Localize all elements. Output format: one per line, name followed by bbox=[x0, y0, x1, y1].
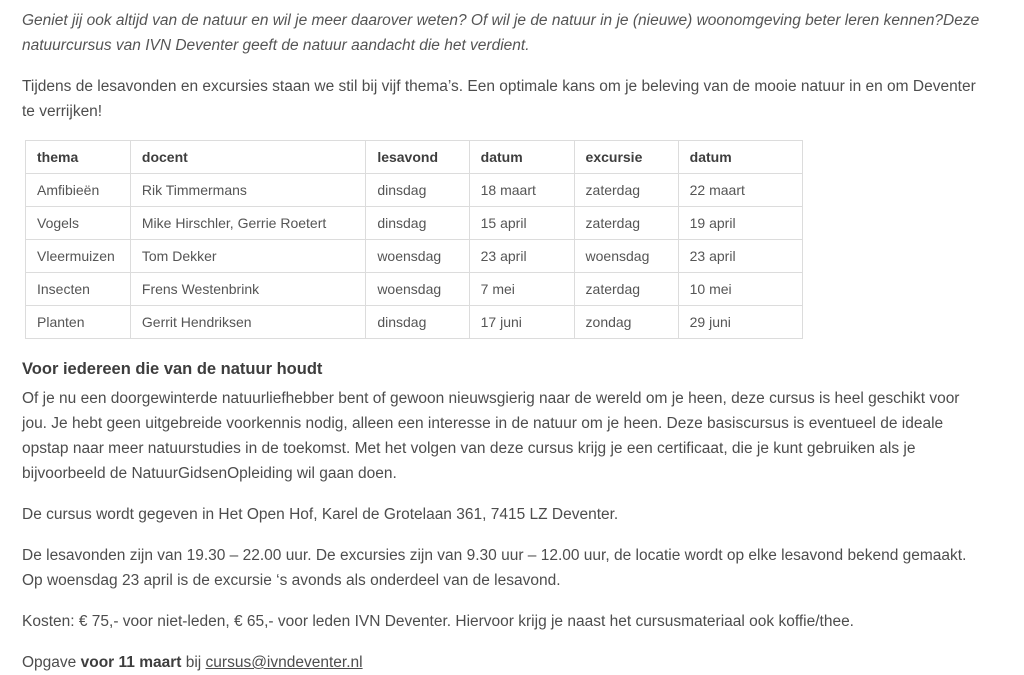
table-cell: Planten bbox=[26, 306, 131, 339]
table-cell: Amfibieën bbox=[26, 174, 131, 207]
table-row bbox=[26, 207, 803, 240]
table-cell: Vogels bbox=[26, 207, 131, 240]
table-cell: 19 april bbox=[678, 207, 802, 240]
table-cell: zaterdag bbox=[574, 174, 678, 207]
table-cell: woensdag bbox=[366, 273, 469, 306]
table-cell: 29 juni bbox=[678, 306, 802, 339]
table-cell: zondag bbox=[574, 306, 678, 339]
costs-paragraph: Kosten: € 75,- voor niet-leden, € 65,- voor leden IVN Deventer. Hiervoor krijg je naast het cursusmateriaal ook koffie/thee. bbox=[22, 613, 854, 630]
table-cell: dinsdag bbox=[366, 306, 469, 339]
table-cell: Frens Westenbrink bbox=[130, 273, 365, 306]
table-cell: dinsdag bbox=[366, 207, 469, 240]
table-cell: 15 april bbox=[469, 207, 574, 240]
times-paragraph: De lesavonden zijn van 19.30 – 22.00 uur. De excursies zijn van 9.30 uur – 12.00 uur, de locatie wordt op elke lesavond bekend gemaakt. Op woensdag 23 april is de excursie ‘s avonds als onderdeel van de lesavond. bbox=[22, 547, 967, 589]
intro-paragraph: Geniet jij ook altijd van de natuur en wil je meer daarover weten? Of wil je de natuur in je (nieuwe) woonomgeving beter leren kennen?Deze natuurcursus van IVN Deventer geeft de natuur aandacht die het verdient. bbox=[22, 12, 980, 54]
column-header: datum bbox=[678, 141, 802, 174]
course-table-head bbox=[26, 141, 803, 174]
course-table bbox=[25, 140, 803, 339]
table-cell: 23 april bbox=[678, 240, 802, 273]
table-cell: Insecten bbox=[26, 273, 131, 306]
column-header: thema bbox=[26, 141, 131, 174]
table-cell: Mike Hirschler, Gerrie Roetert bbox=[130, 207, 365, 240]
table-cell: dinsdag bbox=[366, 174, 469, 207]
table-cell: woensdag bbox=[574, 240, 678, 273]
column-header: datum bbox=[469, 141, 574, 174]
table-cell: 7 mei bbox=[469, 273, 574, 306]
column-header: docent bbox=[130, 141, 365, 174]
audience-paragraph: Of je nu een doorgewinterde natuurliefhebber bent of gewoon nieuwsgierig naar de wereld om je heen, deze cursus is heel geschikt voor jou. Je hebt geen uitgebreide voorkennis nodig, alleen een interesse in de natuur om je heen. Deze basiscursus is eventueel de ideale opstap naar meer natuurstudies in de toekomst. Met het volgen van deze cursus krijg je een certificaat, die je kunt gebruiken als je bijvoorbeeld de NatuurGidsenOpleiding wil gaan doen. bbox=[22, 390, 960, 482]
table-cell: 22 maart bbox=[678, 174, 802, 207]
table-cell: woensdag bbox=[366, 240, 469, 273]
table-cell: 23 april bbox=[469, 240, 574, 273]
signup-deadline: voor 11 maart bbox=[80, 654, 182, 671]
table-row bbox=[26, 273, 803, 306]
table-row bbox=[26, 306, 803, 339]
signup-paragraph bbox=[22, 650, 986, 675]
section-heading: Voor iedereen die van de natuur houdt bbox=[22, 360, 323, 378]
table-row bbox=[26, 174, 803, 207]
table-cell: zaterdag bbox=[574, 207, 678, 240]
table-cell: Gerrit Hendriksen bbox=[130, 306, 365, 339]
signup-middle: bij bbox=[181, 654, 206, 671]
table-cell: 18 maart bbox=[469, 174, 574, 207]
table-cell: Tom Dekker bbox=[130, 240, 365, 273]
table-cell: 17 juni bbox=[469, 306, 574, 339]
header-row bbox=[26, 141, 803, 174]
table-row bbox=[26, 240, 803, 273]
table-cell: Rik Timmermans bbox=[130, 174, 365, 207]
location-paragraph: De cursus wordt gegeven in Het Open Hof, Karel de Grotelaan 361, 7415 LZ Deventer. bbox=[22, 506, 619, 523]
course-table-body bbox=[26, 174, 803, 339]
column-header: lesavond bbox=[366, 141, 469, 174]
lead-paragraph: Tijdens de lesavonden en excursies staan we stil bij vijf thema’s. Een optimale kans om je beleving van de mooie natuur in en om Deventer te verrijken! bbox=[22, 78, 976, 120]
signup-email-link[interactable]: cursus@ivndeventer.nl bbox=[205, 654, 363, 671]
table-cell: 10 mei bbox=[678, 273, 802, 306]
column-header: excursie bbox=[574, 141, 678, 174]
signup-prefix: Opgave bbox=[22, 654, 81, 671]
table-cell: Vleermuizen bbox=[26, 240, 131, 273]
table-cell: zaterdag bbox=[574, 273, 678, 306]
